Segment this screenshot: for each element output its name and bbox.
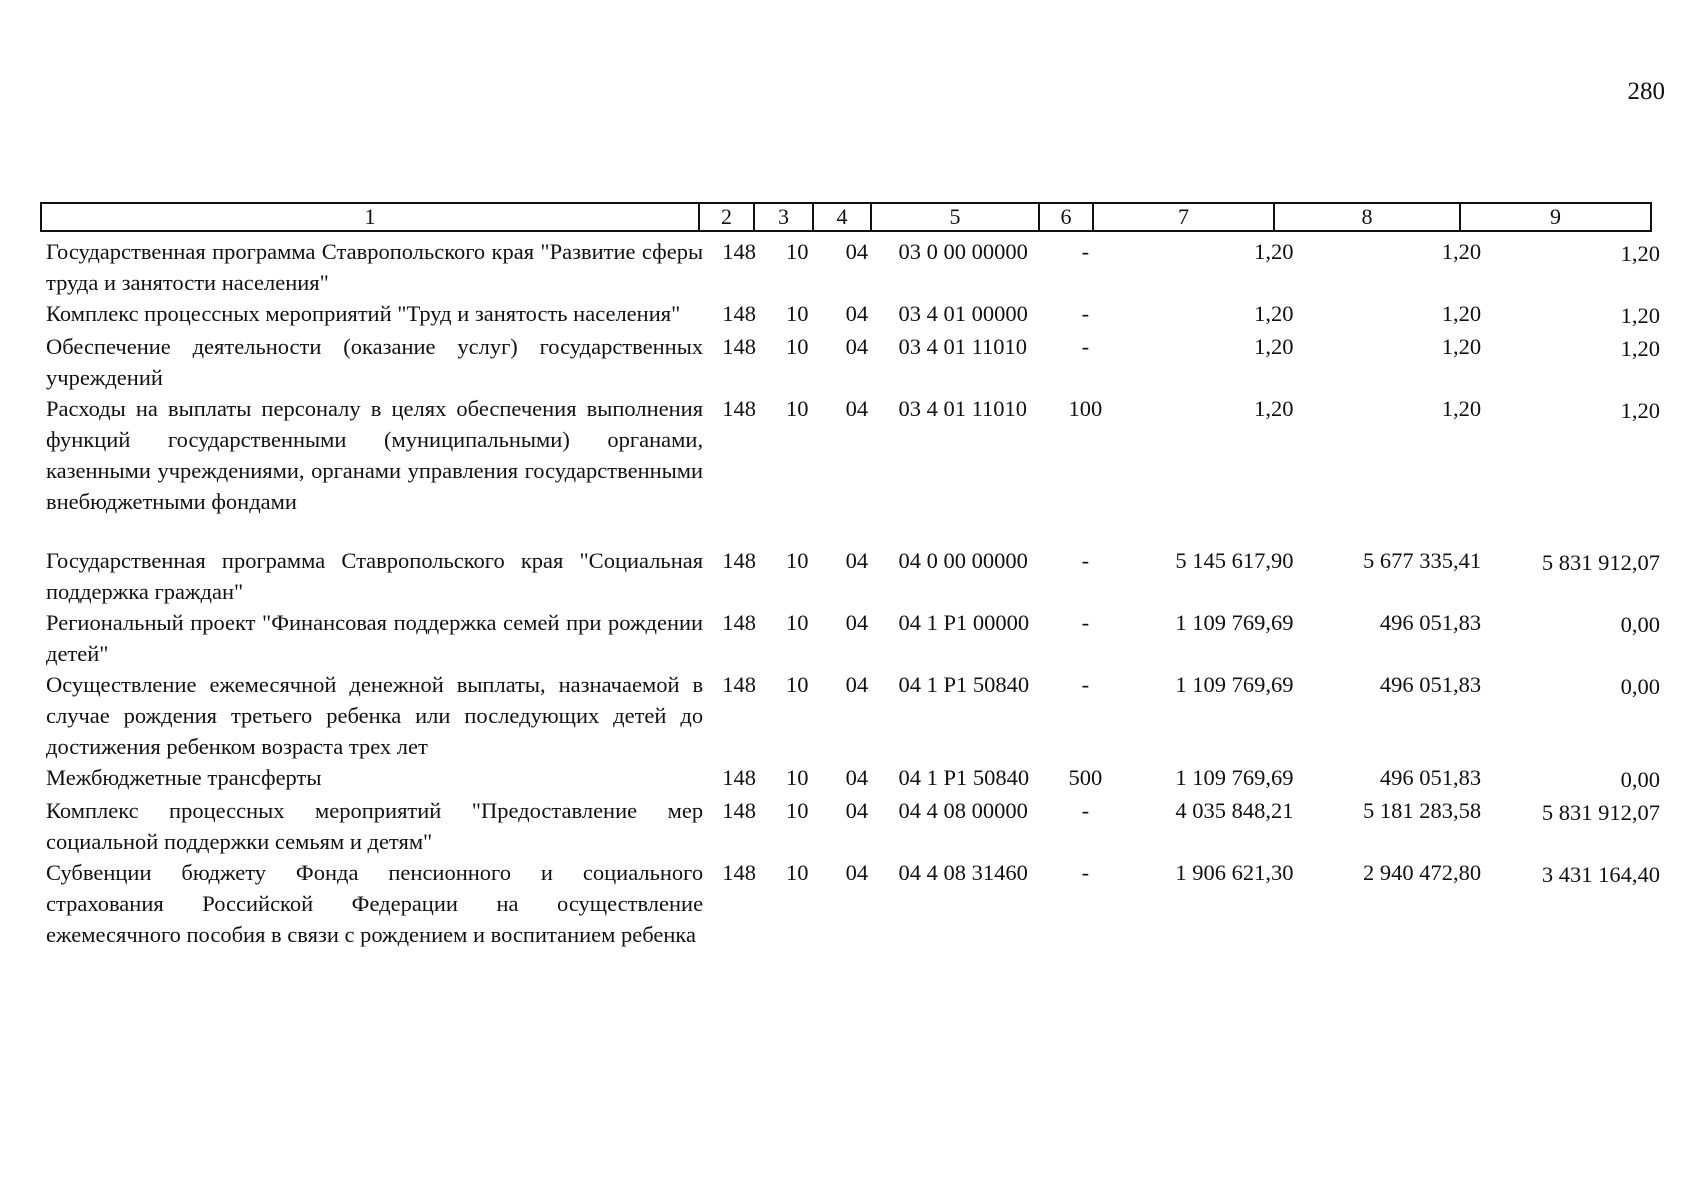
row-amount-7: 1,20 [1254, 396, 1294, 421]
row-code-4: 04 [845, 798, 869, 823]
row-amount-8: 5 181 283,58 [1363, 798, 1482, 823]
table-row [40, 669, 1682, 762]
row-amount-7: 4 035 848,21 [1175, 798, 1294, 823]
row-code-2: 148 [722, 610, 756, 635]
header-cell-6: 6 [1039, 203, 1093, 231]
row-code-3: 10 [785, 548, 809, 573]
page-number: 280 [1627, 78, 1665, 105]
row-code-6: - [1081, 239, 1090, 264]
row-name: Комплекс процессных мероприятий "Труд и занятость населения" [46, 301, 681, 326]
row-code-3: 10 [785, 610, 809, 635]
table-row [40, 795, 1682, 857]
row-code-3: 10 [785, 396, 809, 421]
row-code-6: - [1081, 798, 1090, 823]
row-amount-7: 1,20 [1254, 239, 1294, 264]
budget-table-body [40, 236, 1682, 950]
row-code-6: - [1081, 672, 1090, 697]
table-row [40, 545, 1682, 607]
row-name: Осуществление ежемесячной денежной выплаты, назначаемой в случае рождения третьего ребенка или последующих детей до достижения ребенком возраста трех лет [46, 672, 704, 759]
table-row [40, 298, 1682, 331]
header-cell-8: 8 [1274, 203, 1460, 231]
row-code-4: 04 [845, 239, 869, 264]
row-code-6: - [1081, 860, 1090, 885]
table-row [40, 393, 1682, 517]
row-amount-7: 1 906 621,30 [1175, 860, 1294, 885]
row-amount-7: 1 109 769,69 [1175, 672, 1294, 697]
table-row [40, 762, 1682, 795]
row-name: Субвенции бюджету Фонда пенсионного и социального страхования Российской Федерации на осуществление ежемесячного пособия в связи с рождением и воспитанием ребенка [46, 860, 704, 947]
column-header-row [41, 203, 1651, 231]
spacer-cell [40, 517, 1682, 545]
row-code-4: 04 [845, 765, 869, 790]
row-amount-8: 496 051,83 [1379, 610, 1482, 635]
row-code-6: - [1081, 548, 1090, 573]
row-code-4: 04 [845, 396, 869, 421]
row-amount-8: 1,20 [1441, 301, 1482, 326]
row-code-2: 148 [722, 334, 756, 359]
row-code-3: 10 [785, 301, 809, 326]
row-code-3: 10 [785, 860, 809, 885]
row-amount-9: 3 431 164,40 [1541, 862, 1660, 887]
row-code-2: 148 [722, 239, 756, 264]
row-name: Расходы на выплаты персоналу в целях обеспечения выполнения функций государственными (муниципальными) органами, казенными учреждениями, органами управления государственными внебюджетными фондами [46, 396, 704, 514]
row-name: Межбюджетные трансферты [46, 765, 322, 790]
row-code-2: 148 [722, 396, 756, 421]
row-amount-8: 1,20 [1441, 396, 1482, 421]
row-code-2: 148 [722, 548, 756, 573]
row-amount-8: 1,20 [1441, 239, 1482, 264]
row-code-6: 500 [1068, 765, 1103, 790]
row-code-5: 04 1 P1 00000 [898, 610, 1030, 635]
row-amount-8: 2 940 472,80 [1363, 860, 1482, 885]
header-cell-1: 1 [41, 203, 699, 231]
table-row [40, 857, 1682, 950]
row-amount-7: 1,20 [1254, 334, 1294, 359]
row-spacer [40, 517, 1682, 545]
row-amount-7: 1,20 [1254, 301, 1294, 326]
row-amount-9: 1,20 [1620, 398, 1660, 423]
row-code-6: - [1081, 301, 1090, 326]
row-code-6: 100 [1068, 396, 1103, 421]
table-row [40, 236, 1682, 298]
row-amount-9: 0,00 [1620, 612, 1660, 637]
row-code-4: 04 [845, 610, 869, 635]
header-cell-2: 2 [699, 203, 754, 231]
table-row [40, 331, 1682, 393]
row-name: Комплекс процессных мероприятий "Предоставление мер социальной поддержки семьям и детям" [46, 798, 704, 854]
row-amount-7: 1 109 769,69 [1175, 610, 1294, 635]
row-code-2: 148 [722, 301, 756, 326]
row-amount-8: 1,20 [1441, 334, 1482, 359]
row-code-2: 148 [722, 798, 756, 823]
row-name: Государственная программа Ставропольского края "Социальная поддержка граждан" [46, 548, 704, 604]
header-cell-3: 3 [754, 203, 813, 231]
row-amount-9: 0,00 [1620, 674, 1660, 699]
row-code-5: 03 4 01 00000 [898, 301, 1028, 326]
row-amount-7: 5 145 617,90 [1175, 548, 1294, 573]
row-code-5: 03 4 01 11010 [898, 396, 1028, 421]
table-row [40, 607, 1682, 669]
row-code-2: 148 [722, 765, 756, 790]
row-code-4: 04 [845, 672, 869, 697]
row-amount-9: 1,20 [1620, 303, 1660, 328]
row-code-5: 04 0 00 00000 [898, 548, 1028, 573]
row-code-4: 04 [845, 334, 869, 359]
row-code-3: 10 [785, 798, 809, 823]
header-cell-9: 9 [1460, 203, 1651, 231]
row-code-2: 148 [722, 860, 756, 885]
row-code-3: 10 [785, 765, 809, 790]
row-name: Государственная программа Ставропольского края "Развитие сферы труда и занятости населения" [46, 239, 704, 295]
row-amount-9: 1,20 [1620, 336, 1660, 361]
row-amount-9: 1,20 [1620, 241, 1660, 266]
row-code-2: 148 [722, 672, 756, 697]
row-code-5: 03 4 01 11010 [898, 334, 1028, 359]
row-code-5: 03 0 00 00000 [898, 239, 1028, 264]
column-header-table [40, 202, 1652, 232]
row-code-5: 04 4 08 00000 [898, 798, 1028, 823]
row-amount-8: 496 051,83 [1379, 765, 1482, 790]
row-code-5: 04 1 P1 50840 [898, 672, 1030, 697]
row-amount-9: 5 831 912,07 [1541, 550, 1660, 575]
row-amount-8: 496 051,83 [1379, 672, 1482, 697]
row-code-5: 04 1 P1 50840 [898, 765, 1030, 790]
row-amount-9: 5 831 912,07 [1541, 800, 1660, 825]
row-amount-8: 5 677 335,41 [1363, 548, 1482, 573]
header-cell-7: 7 [1093, 203, 1274, 231]
row-code-3: 10 [785, 672, 809, 697]
row-name: Обеспечение деятельности (оказание услуг) государственных учреждений [46, 334, 704, 390]
row-code-3: 10 [785, 334, 809, 359]
header-cell-5: 5 [871, 203, 1039, 231]
row-code-6: - [1081, 334, 1090, 359]
row-name: Региональный проект "Финансовая поддержка семей при рождении детей" [46, 610, 704, 666]
row-code-5: 04 4 08 31460 [898, 860, 1028, 885]
row-amount-9: 0,00 [1620, 767, 1660, 792]
row-amount-7: 1 109 769,69 [1175, 765, 1294, 790]
row-code-6: - [1081, 610, 1090, 635]
row-code-4: 04 [845, 860, 869, 885]
row-code-4: 04 [845, 548, 869, 573]
header-cell-4: 4 [813, 203, 871, 231]
row-code-3: 10 [785, 239, 809, 264]
row-code-4: 04 [845, 301, 869, 326]
